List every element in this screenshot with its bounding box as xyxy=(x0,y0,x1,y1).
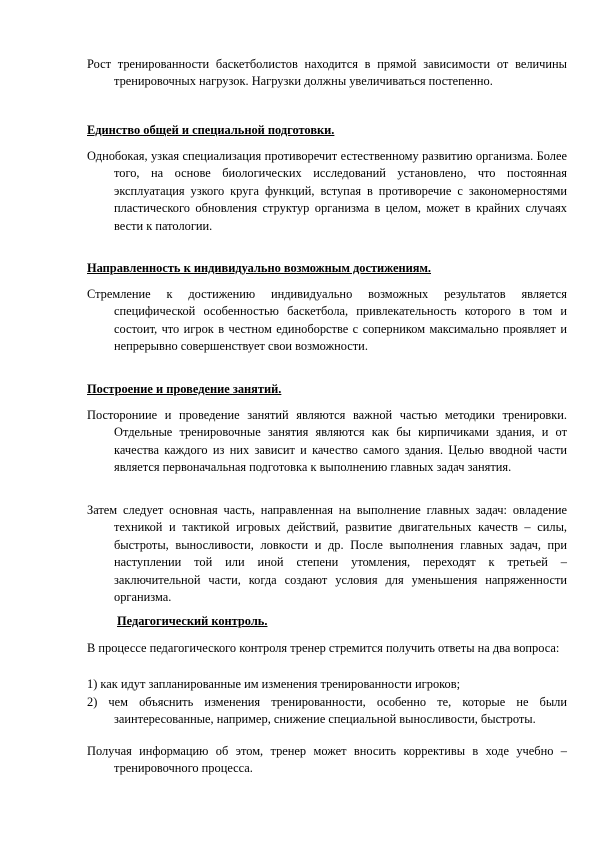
heading-pedagogical-control: Педагогический контроль. xyxy=(117,614,268,628)
list-item-2: 2) чем объяснить изменения тренированности, особенно те, которые не были заинтересованные, например, снижение специальной выносливости, быстроты. xyxy=(87,695,567,727)
paragraph-specialization: Однобокая, узкая специализация противоречит естественному развитию организма. Более того, на основе биологических исследований установлено, что постоянная эксплуатация узкого круга функций, вступая в противоречие с закономерностями пластического обновления структур организма в целом, может в крайних случаях вести к патологии. xyxy=(87,149,567,233)
paragraph-pedagogical-control: В процессе педагогического контроля тренер стремится получить ответы на два вопроса: xyxy=(87,641,560,655)
paragraph-training-load: Рост тренированности баскетболистов находится в прямой зависимости от величины тренировочных нагрузок. Нагрузки должны увеличиваться постепенно. xyxy=(87,57,567,89)
list-item-1: 1) как идут запланированные им изменения тренированности игроков; xyxy=(87,677,461,691)
heading-lesson-structure: Построение и проведение занятий. xyxy=(87,382,282,396)
heading-individual-achievements: Направленность к индивидуально возможным достижениям. xyxy=(87,261,432,275)
paragraph-lesson-structure: Посторониие и проведение занятий являются важной частью методики тренировки. Отдельные тренировочные занятия являются как бы кирпичиками здания, и от качества каждого из них зависит и качество самого здания. Целью вводной части является первоначальная подготовка к выполнению главных задач занятия. xyxy=(87,408,567,475)
paragraph-individual-results: Стремление к достижению индивидуально возможных результатов является специфической особенностью баскетбола, привлекательность которого в том и состоит, что игрок в честном единоборстве с соперником максимально проявляет и непрерывно совершенствует свои возможности. xyxy=(87,287,567,354)
paragraph-main-part: Затем следует основная часть, направленная на выполнение главных задач: овладение техникой и тактикой игровых действий, развитие двигательных качеств – силы, быстроты, выносливости, ловкости и др. После выполнения главных задач, при наступлении той или иной степени утомления, переходят к третьей – заключительной части, когда создают условия для уменьшения напряженности организма. xyxy=(87,503,567,605)
paragraph-corrections: Получая информацию об этом, тренер может вносить коррективы в ходе учебно – тренировочного процесса. xyxy=(87,744,567,776)
heading-general-special-training: Единство общей и специальной подготовки. xyxy=(87,123,335,137)
